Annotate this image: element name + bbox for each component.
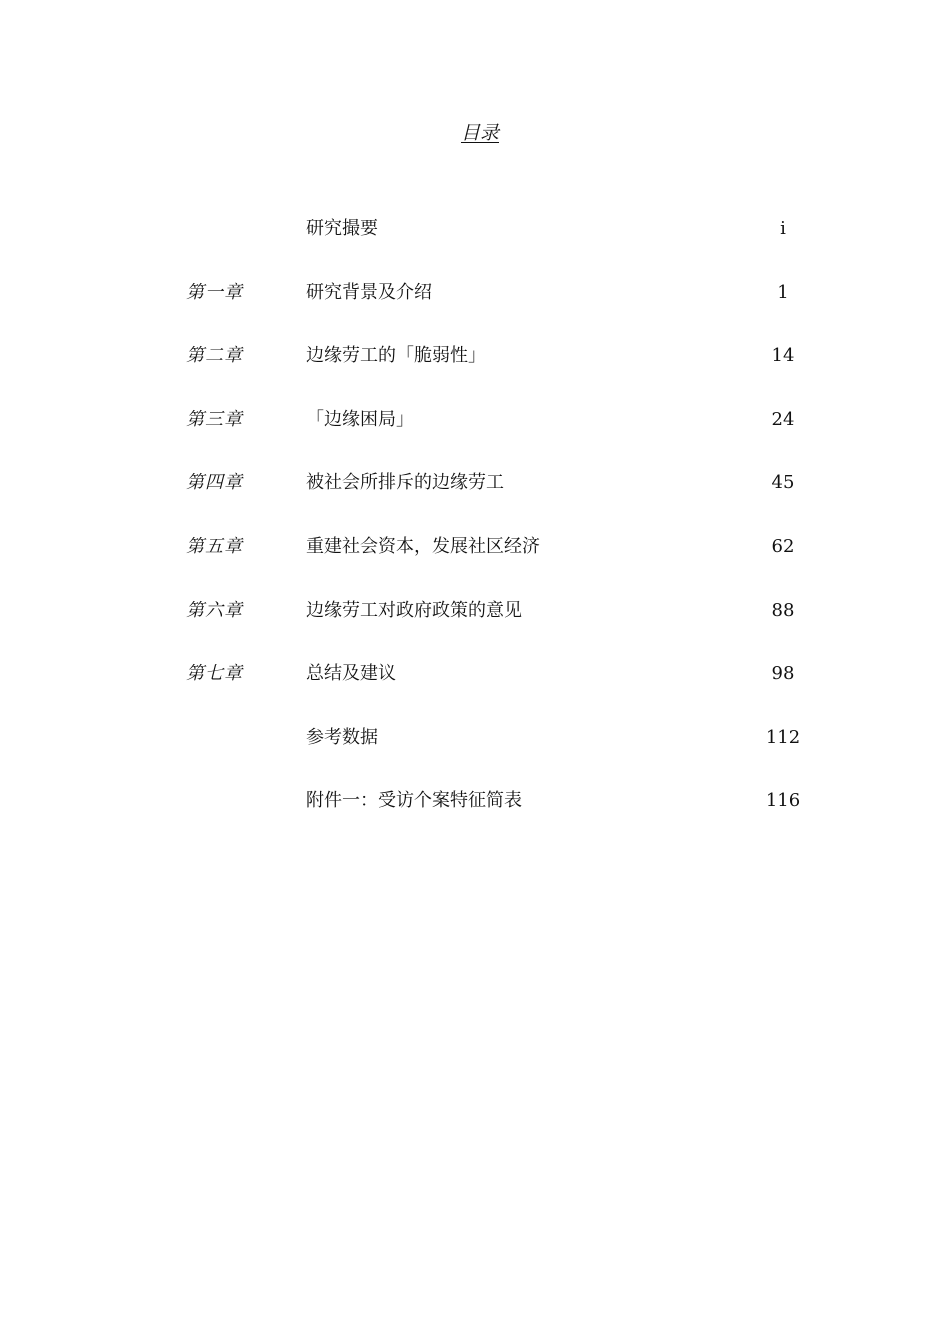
toc-page-number: 24 xyxy=(771,408,795,430)
toc-page-number: 62 xyxy=(771,535,795,557)
toc-entry-title: 被社会所排斥的边缘劳工 xyxy=(306,472,504,494)
table-of-contents xyxy=(0,212,950,848)
toc-chapter-number: 第一章 xyxy=(186,281,243,303)
toc-entry xyxy=(0,339,950,403)
toc-entry xyxy=(0,721,950,785)
toc-entry xyxy=(0,276,950,340)
toc-entry-title: 「边缘困局」 xyxy=(306,408,414,430)
toc-entry xyxy=(0,403,950,467)
toc-chapter-number: 第六章 xyxy=(186,599,243,621)
toc-chapter-number: 第二章 xyxy=(186,345,243,367)
toc-page-number: 1 xyxy=(777,281,789,303)
toc-page-number: 14 xyxy=(771,345,795,367)
toc-entry-title: 边缘劳工对政府政策的意见 xyxy=(306,599,522,621)
toc-entry xyxy=(0,594,950,658)
toc-entry xyxy=(0,466,950,530)
toc-page-number: 88 xyxy=(771,599,795,621)
toc-entry-title: 附件一：受访个案特征简表 xyxy=(306,790,522,812)
toc-entry xyxy=(0,212,950,276)
page-title: 目录 xyxy=(460,122,499,144)
toc-page-number: 116 xyxy=(765,790,801,812)
toc-chapter-number: 第三章 xyxy=(186,408,243,430)
toc-page-number: i xyxy=(780,218,786,239)
toc-entry-title: 总结及建议 xyxy=(306,663,396,685)
toc-page-number: 112 xyxy=(765,726,801,748)
toc-entry-title: 研究撮要 xyxy=(306,218,378,239)
toc-entry-title: 重建社会资本，发展社区经济 xyxy=(306,535,540,557)
toc-entry-title: 边缘劳工的「脆弱性」 xyxy=(306,345,486,367)
toc-page-number: 45 xyxy=(771,472,795,494)
toc-entry xyxy=(0,530,950,594)
toc-page-number: 98 xyxy=(771,663,795,685)
toc-entry-title: 研究背景及介绍 xyxy=(306,281,432,303)
toc-chapter-number: 第七章 xyxy=(186,663,243,685)
toc-chapter-number: 第五章 xyxy=(186,535,243,557)
toc-entry xyxy=(0,784,950,848)
toc-entry-title: 参考数据 xyxy=(306,726,378,748)
toc-entry xyxy=(0,657,950,721)
toc-chapter-number: 第四章 xyxy=(186,472,243,494)
